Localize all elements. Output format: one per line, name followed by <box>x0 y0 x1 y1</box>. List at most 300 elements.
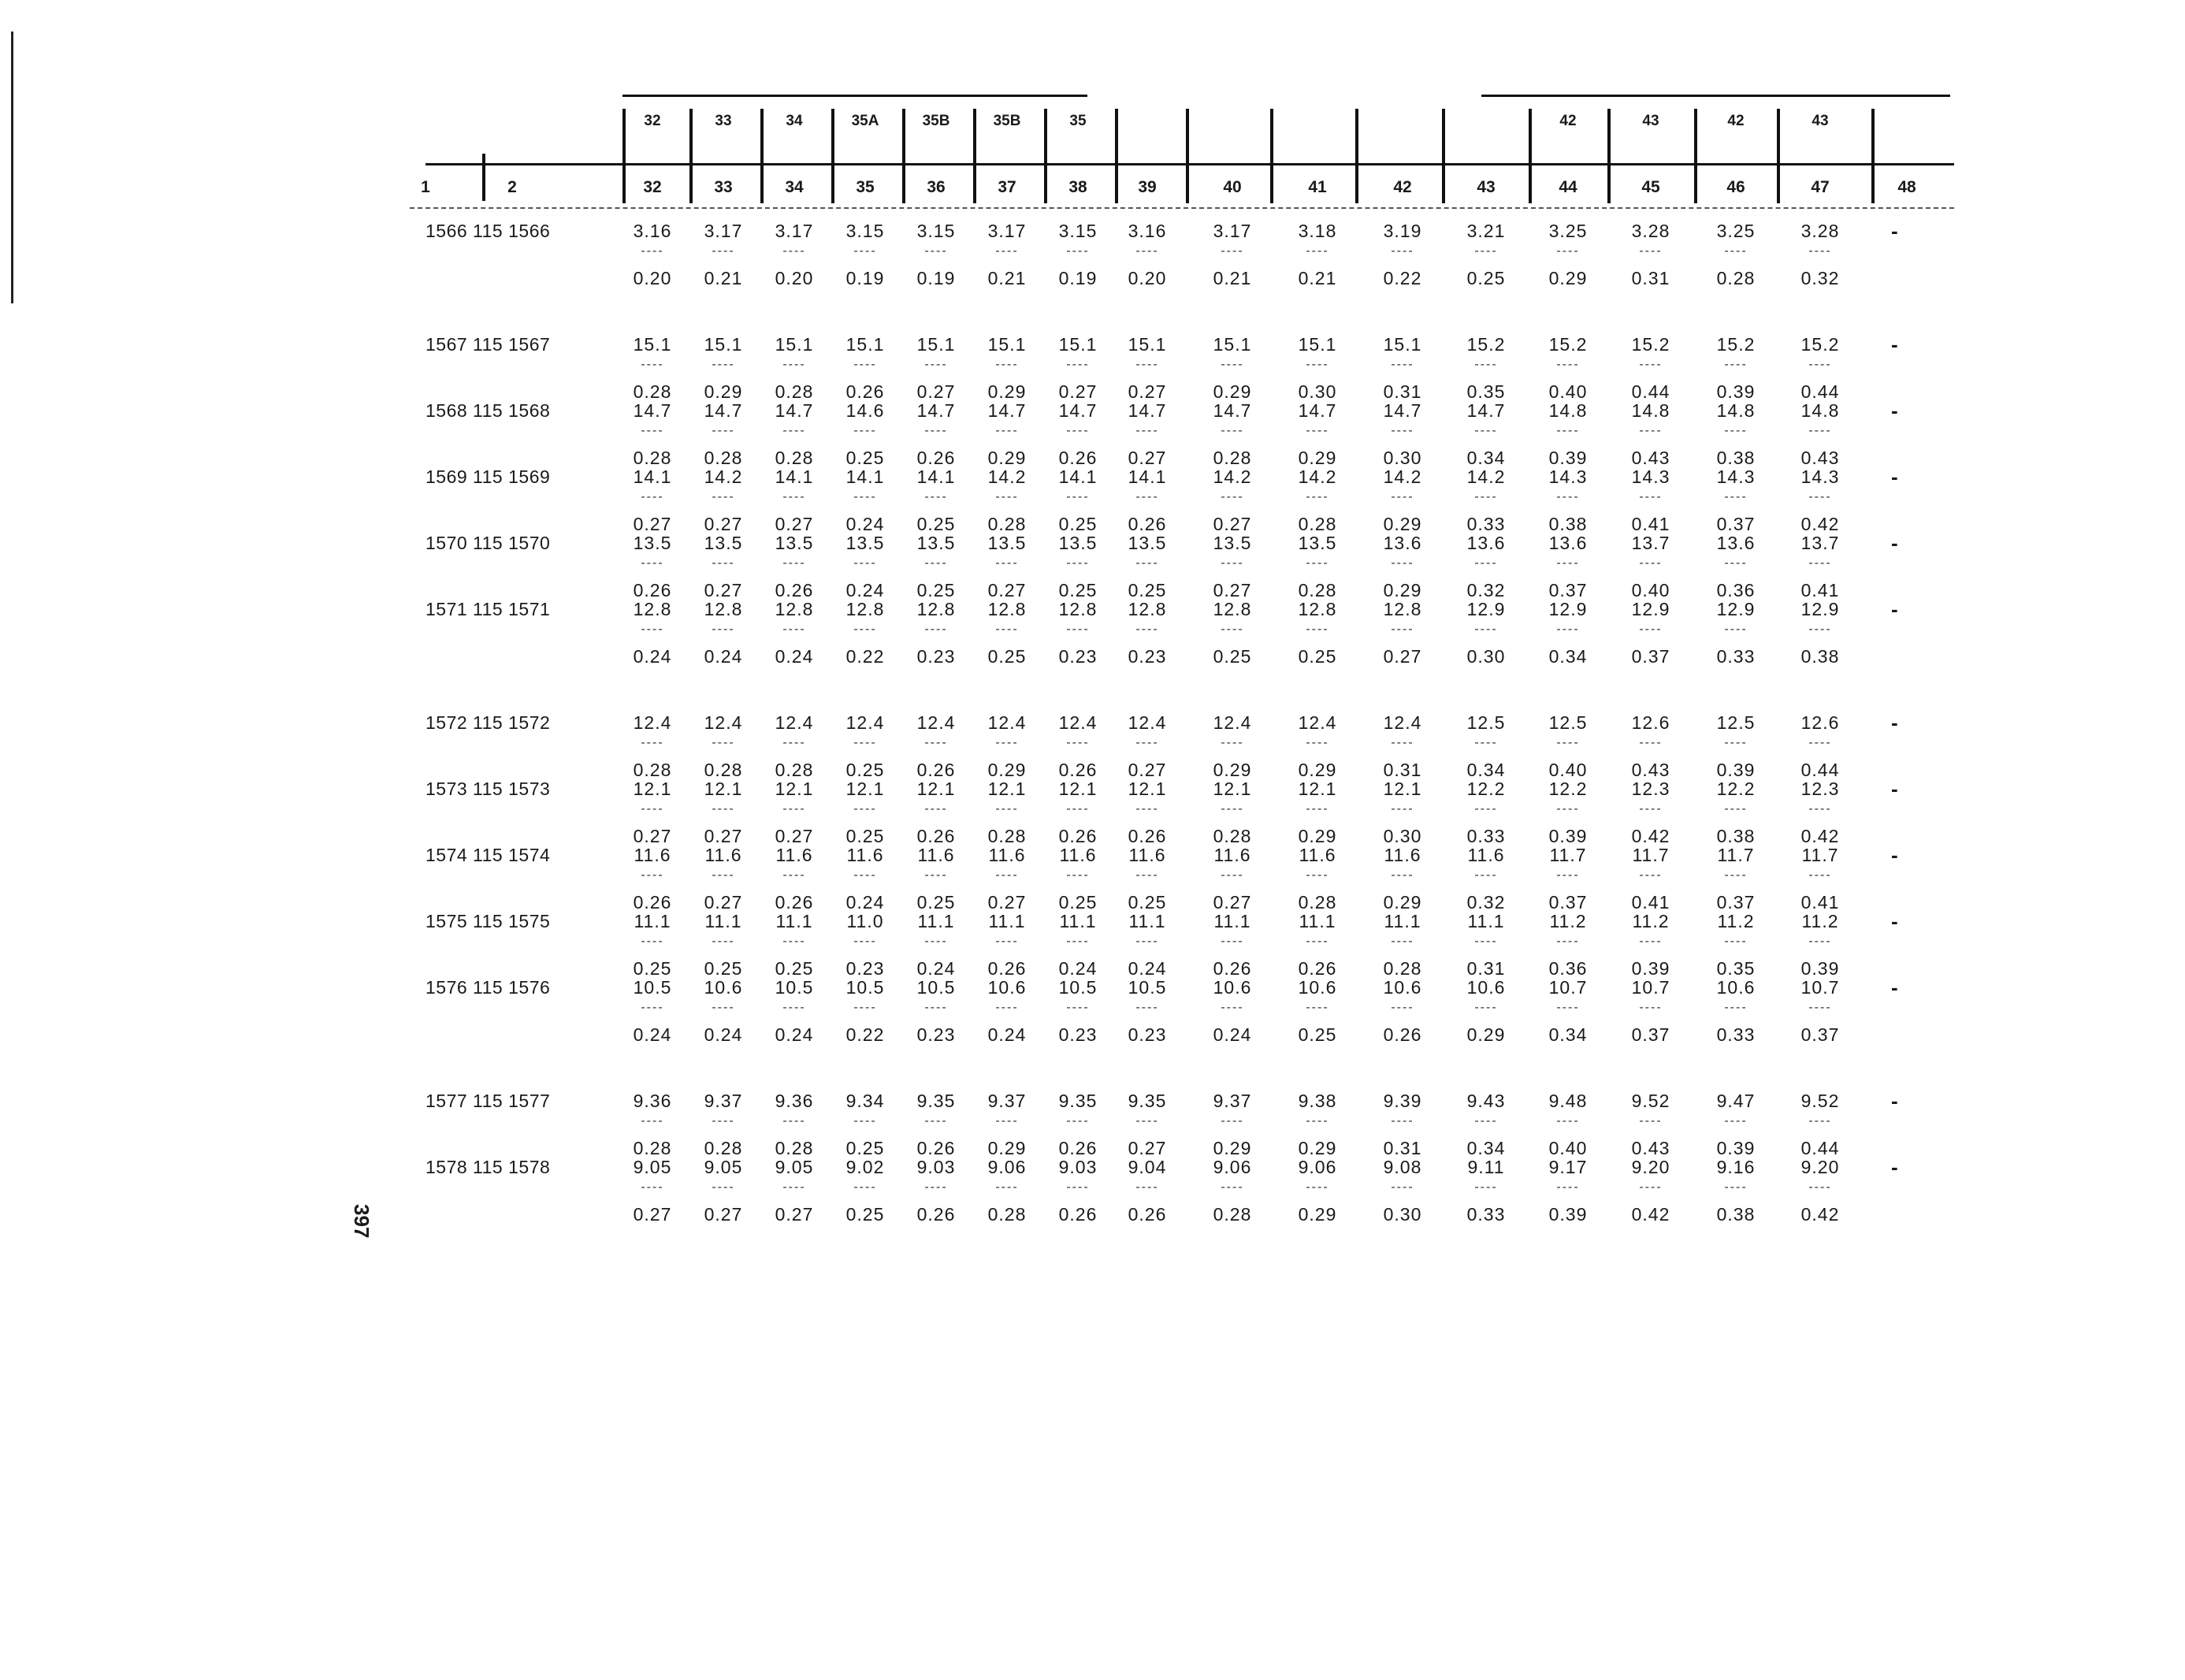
header-divider <box>1115 109 1118 203</box>
cell-error: 0.36 <box>1716 580 1756 600</box>
cell-value: 12.1 <box>775 779 814 799</box>
cell-value: 14.7 <box>916 400 956 421</box>
cell-error: 0.22 <box>1383 268 1422 288</box>
cell-rule: ---- <box>1724 424 1748 437</box>
cell-value: 12.9 <box>1631 599 1670 619</box>
cell-rule: ---- <box>1639 935 1663 948</box>
cell-rule: ---- <box>995 556 1019 570</box>
cell-rule: ---- <box>924 1180 948 1194</box>
cell-error: 0.42 <box>1631 1204 1670 1225</box>
cell-error: 0.24 <box>1058 958 1098 979</box>
column-48-mark: - <box>1891 1089 1898 1113</box>
cell-rule: ---- <box>1808 1180 1832 1194</box>
cell-rule: ---- <box>1135 556 1159 570</box>
cell-error: 0.28 <box>1716 268 1756 288</box>
cell-rule: ---- <box>1306 623 1329 636</box>
cell-error: 0.23 <box>916 1024 956 1045</box>
cell-rule: ---- <box>1221 1001 1244 1014</box>
cell-rule: ---- <box>1639 556 1663 570</box>
cell-value: 15.1 <box>987 334 1027 355</box>
column-number: 41 <box>1308 178 1327 196</box>
cell-rule: ---- <box>924 935 948 948</box>
cell-rule: ---- <box>1724 1114 1748 1128</box>
row-label: 1569 115 1569 <box>425 466 551 487</box>
cell-rule: ---- <box>1135 1180 1159 1194</box>
cell-error: 0.26 <box>1213 958 1252 979</box>
column-number: 35 <box>856 178 875 196</box>
cell-error: 0.28 <box>1213 1204 1252 1225</box>
cell-value: 12.8 <box>1058 599 1098 619</box>
cell-error: 0.24 <box>633 646 672 667</box>
cell-value: 10.6 <box>1716 977 1756 998</box>
cell-rule: ---- <box>853 935 877 948</box>
cell-rule: ---- <box>1306 490 1329 504</box>
cell-value: 14.7 <box>987 400 1027 421</box>
cell-rule: ---- <box>1135 623 1159 636</box>
cell-rule: ---- <box>1066 935 1090 948</box>
cell-error: 0.31 <box>1631 268 1670 288</box>
column-code: 42 <box>1727 113 1745 129</box>
cell-value: 12.8 <box>916 599 956 619</box>
header-bottom-rule <box>410 207 1954 209</box>
cell-value: 12.1 <box>987 779 1027 799</box>
cell-value: 9.36 <box>633 1091 672 1111</box>
cell-rule: ---- <box>995 736 1019 749</box>
cell-value: 10.6 <box>987 977 1027 998</box>
cell-value: 14.7 <box>1213 400 1252 421</box>
cell-error: 0.27 <box>633 826 672 846</box>
cell-rule: ---- <box>924 556 948 570</box>
cell-rule: ---- <box>1808 358 1832 371</box>
cell-error: 0.25 <box>916 580 956 600</box>
cell-error: 0.28 <box>1383 958 1422 979</box>
cell-value: 11.1 <box>704 911 742 931</box>
cell-value: 13.5 <box>916 533 956 553</box>
cell-rule: ---- <box>1724 490 1748 504</box>
cell-rule: ---- <box>1221 802 1244 816</box>
cell-value: 11.1 <box>1213 911 1251 931</box>
cell-error: 0.31 <box>1383 1138 1422 1158</box>
cell-value: 15.1 <box>1128 334 1167 355</box>
cell-value: 9.04 <box>1128 1157 1167 1177</box>
header-divider <box>1607 109 1611 203</box>
cell-value: 11.1 <box>1384 911 1421 931</box>
cell-value: 3.17 <box>775 221 814 241</box>
cell-error: 0.29 <box>1298 760 1337 780</box>
cell-value: 14.7 <box>1466 400 1506 421</box>
cell-rule: ---- <box>924 623 948 636</box>
cell-value: 11.2 <box>1801 911 1839 931</box>
cell-error: 0.28 <box>775 448 814 468</box>
cell-error: 0.26 <box>633 580 672 600</box>
cell-error: 0.28 <box>775 381 814 402</box>
cell-error: 0.27 <box>704 580 743 600</box>
column-48-mark: - <box>1891 465 1898 489</box>
cell-value: 11.6 <box>988 845 1026 865</box>
cell-rule: ---- <box>1066 623 1090 636</box>
cell-error: 0.29 <box>1298 448 1337 468</box>
cell-error: 0.24 <box>1128 958 1167 979</box>
cell-rule: ---- <box>1724 244 1748 258</box>
cell-rule: ---- <box>1221 1114 1244 1128</box>
cell-value: 11.1 <box>775 911 813 931</box>
cell-rule: ---- <box>782 623 806 636</box>
cell-value: 11.1 <box>1059 911 1097 931</box>
cell-rule: ---- <box>1306 1180 1329 1194</box>
cell-rule: ---- <box>1306 802 1329 816</box>
cell-error: 0.29 <box>1383 580 1422 600</box>
cell-error: 0.38 <box>1716 448 1756 468</box>
cell-rule: ---- <box>1066 490 1090 504</box>
cell-value: 11.7 <box>1801 845 1839 865</box>
cell-value: 15.1 <box>845 334 885 355</box>
cell-value: 14.1 <box>845 466 885 487</box>
column-code: 33 <box>715 113 732 129</box>
cell-rule: ---- <box>641 556 664 570</box>
header-divider <box>831 109 834 203</box>
cell-error: 0.27 <box>1128 760 1167 780</box>
cell-rule: ---- <box>641 424 664 437</box>
cell-error: 0.26 <box>1298 958 1337 979</box>
column-48-mark: - <box>1891 1155 1898 1179</box>
cell-value: 12.8 <box>775 599 814 619</box>
cell-error: 0.27 <box>704 826 743 846</box>
cell-error: 0.23 <box>845 958 885 979</box>
cell-value: 13.5 <box>775 533 814 553</box>
cell-value: 9.37 <box>1213 1091 1252 1111</box>
cell-value: 11.1 <box>1467 911 1505 931</box>
cell-rule: ---- <box>1808 1114 1832 1128</box>
cell-error: 0.23 <box>1128 1024 1167 1045</box>
cell-error: 0.40 <box>1548 1138 1588 1158</box>
cell-rule: ---- <box>1808 736 1832 749</box>
cell-error: 0.24 <box>845 580 885 600</box>
cell-value: 11.7 <box>1549 845 1587 865</box>
cell-value: 14.7 <box>1128 400 1167 421</box>
header-mid-rule <box>425 163 1954 165</box>
column-number: 39 <box>1138 178 1157 196</box>
cell-error: 0.28 <box>633 448 672 468</box>
cell-error: 0.29 <box>1298 1204 1337 1225</box>
cell-value: 15.1 <box>1213 334 1252 355</box>
cell-rule: ---- <box>1808 623 1832 636</box>
cell-error: 0.27 <box>1128 1138 1167 1158</box>
cell-value: 14.1 <box>1058 466 1098 487</box>
cell-value: 11.6 <box>1299 845 1336 865</box>
cell-rule: ---- <box>641 736 664 749</box>
cell-rule: ---- <box>924 868 948 882</box>
cell-value: 14.8 <box>1548 400 1588 421</box>
cell-error: 0.39 <box>1548 448 1588 468</box>
cell-error: 0.26 <box>1383 1024 1422 1045</box>
cell-error: 0.38 <box>1716 826 1756 846</box>
cell-rule: ---- <box>782 1114 806 1128</box>
cell-rule: ---- <box>1724 1001 1748 1014</box>
cell-value: 10.6 <box>704 977 743 998</box>
page-number: 397 <box>350 1204 373 1239</box>
cell-error: 0.24 <box>845 892 885 912</box>
cell-rule: ---- <box>1391 868 1414 882</box>
cell-value: 12.1 <box>1128 779 1167 799</box>
cell-value: 3.17 <box>987 221 1027 241</box>
cell-rule: ---- <box>1556 736 1580 749</box>
cell-value: 14.7 <box>1383 400 1422 421</box>
cell-rule: ---- <box>782 736 806 749</box>
cell-value: 11.6 <box>775 845 813 865</box>
cell-value: 14.3 <box>1800 466 1840 487</box>
column-48-mark: - <box>1891 399 1898 422</box>
cell-value: 10.5 <box>775 977 814 998</box>
row-label: 1571 115 1571 <box>425 599 551 619</box>
cell-value: 11.6 <box>1467 845 1505 865</box>
cell-error: 0.33 <box>1466 514 1506 534</box>
cell-value: 15.2 <box>1716 334 1756 355</box>
cell-value: 13.6 <box>1466 533 1506 553</box>
cell-rule: ---- <box>853 424 877 437</box>
cell-rule: ---- <box>1556 244 1580 258</box>
cell-error: 0.25 <box>916 514 956 534</box>
cell-value: 9.52 <box>1800 1091 1840 1111</box>
cell-error: 0.41 <box>1631 892 1670 912</box>
cell-rule: ---- <box>1391 358 1414 371</box>
cell-value: 12.4 <box>775 712 814 733</box>
cell-value: 9.43 <box>1466 1091 1506 1111</box>
cell-value: 14.3 <box>1548 466 1588 487</box>
cell-rule: ---- <box>1066 802 1090 816</box>
cell-value: 10.7 <box>1548 977 1588 998</box>
cell-value: 3.18 <box>1298 221 1337 241</box>
cell-error: 0.27 <box>987 892 1027 912</box>
cell-value: 9.37 <box>987 1091 1027 1111</box>
cell-rule: ---- <box>782 490 806 504</box>
cell-rule: ---- <box>1724 868 1748 882</box>
cell-rule: ---- <box>1808 556 1832 570</box>
cell-error: 0.39 <box>1716 381 1756 402</box>
cell-error: 0.35 <box>1466 381 1506 402</box>
column-code: 35B <box>993 113 1021 129</box>
cell-value: 12.8 <box>1383 599 1422 619</box>
cell-value: 14.7 <box>1058 400 1098 421</box>
cell-rule: ---- <box>1306 1001 1329 1014</box>
cell-value: 12.5 <box>1716 712 1756 733</box>
cell-value: 12.4 <box>1058 712 1098 733</box>
cell-rule: ---- <box>1221 358 1244 371</box>
cell-error: 0.27 <box>775 514 814 534</box>
cell-error: 0.30 <box>1298 381 1337 402</box>
cell-rule: ---- <box>641 358 664 371</box>
cell-error: 0.28 <box>704 448 743 468</box>
cell-value: 11.7 <box>1717 845 1755 865</box>
cell-rule: ---- <box>1556 623 1580 636</box>
cell-error: 0.34 <box>1548 646 1588 667</box>
row-label: 1570 115 1570 <box>425 533 551 553</box>
cell-value: 9.35 <box>916 1091 956 1111</box>
cell-value: 9.16 <box>1716 1157 1756 1177</box>
cell-value: 12.4 <box>1383 712 1422 733</box>
cell-rule: ---- <box>1135 1001 1159 1014</box>
cell-rule: ---- <box>995 802 1019 816</box>
cell-error: 0.30 <box>1383 1204 1422 1225</box>
cell-error: 0.21 <box>1213 268 1252 288</box>
cell-value: 15.2 <box>1800 334 1840 355</box>
cell-rule: ---- <box>1808 935 1832 948</box>
cell-value: 11.1 <box>917 911 955 931</box>
cell-error: 0.30 <box>1466 646 1506 667</box>
cell-error: 0.25 <box>845 1204 885 1225</box>
cell-rule: ---- <box>1556 868 1580 882</box>
cell-value: 3.15 <box>916 221 956 241</box>
cell-rule: ---- <box>641 1114 664 1128</box>
cell-error: 0.24 <box>704 1024 743 1045</box>
column-code: 42 <box>1559 113 1577 129</box>
cell-value: 10.5 <box>1058 977 1098 998</box>
cell-rule: ---- <box>1474 736 1498 749</box>
cell-rule: ---- <box>924 490 948 504</box>
cell-value: 9.06 <box>1298 1157 1337 1177</box>
cell-rule: ---- <box>1474 556 1498 570</box>
cell-rule: ---- <box>853 244 877 258</box>
cell-value: 10.7 <box>1800 977 1840 998</box>
cell-rule: ---- <box>712 556 735 570</box>
cell-rule: ---- <box>853 736 877 749</box>
cell-value: 14.6 <box>845 400 885 421</box>
cell-value: 3.16 <box>1128 221 1167 241</box>
cell-error: 0.39 <box>1548 826 1588 846</box>
cell-value: 9.03 <box>1058 1157 1098 1177</box>
cell-value: 11.6 <box>1384 845 1421 865</box>
cell-error: 0.33 <box>1716 1024 1756 1045</box>
cell-error: 0.27 <box>704 1204 743 1225</box>
cell-rule: ---- <box>1724 802 1748 816</box>
cell-value: 15.2 <box>1631 334 1670 355</box>
cell-error: 0.27 <box>1213 514 1252 534</box>
column-number: 46 <box>1726 178 1745 196</box>
cell-rule: ---- <box>1724 358 1748 371</box>
cell-error: 0.29 <box>1213 1138 1252 1158</box>
column-number: 42 <box>1393 178 1412 196</box>
cell-error: 0.33 <box>1466 1204 1506 1225</box>
cell-error: 0.23 <box>1058 1024 1098 1045</box>
cell-rule: ---- <box>853 623 877 636</box>
cell-rule: ---- <box>1639 868 1663 882</box>
cell-rule: ---- <box>712 490 735 504</box>
cell-rule: ---- <box>1639 244 1663 258</box>
cell-rule: ---- <box>782 358 806 371</box>
cell-error: 0.26 <box>1058 760 1098 780</box>
cell-error: 0.27 <box>987 580 1027 600</box>
cell-value: 9.36 <box>775 1091 814 1111</box>
cell-value: 14.2 <box>1298 466 1337 487</box>
cell-rule: ---- <box>995 935 1019 948</box>
cell-rule: ---- <box>1639 1180 1663 1194</box>
cell-value: 9.48 <box>1548 1091 1588 1111</box>
cell-rule: ---- <box>1306 868 1329 882</box>
cell-rule: ---- <box>1135 424 1159 437</box>
cell-error: 0.29 <box>1298 1138 1337 1158</box>
cell-error: 0.25 <box>1128 892 1167 912</box>
cell-error: 0.28 <box>704 760 743 780</box>
cell-rule: ---- <box>1306 556 1329 570</box>
cell-error: 0.25 <box>633 958 672 979</box>
cell-value: 9.39 <box>1383 1091 1422 1111</box>
cell-error: 0.28 <box>1298 892 1337 912</box>
cell-error: 0.31 <box>1466 958 1506 979</box>
cell-error: 0.26 <box>916 448 956 468</box>
header-divider <box>1270 109 1273 203</box>
cell-error: 0.29 <box>1548 268 1588 288</box>
column-number: 1 <box>421 178 430 196</box>
header-divider <box>1871 109 1875 203</box>
cell-rule: ---- <box>1391 556 1414 570</box>
cell-rule: ---- <box>1639 736 1663 749</box>
cell-value: 9.47 <box>1716 1091 1756 1111</box>
cell-value: 9.34 <box>845 1091 885 1111</box>
cell-rule: ---- <box>1639 358 1663 371</box>
cell-value: 10.6 <box>1298 977 1337 998</box>
cell-value: 13.5 <box>1213 533 1252 553</box>
cell-error: 0.44 <box>1800 760 1840 780</box>
cell-error: 0.23 <box>916 646 956 667</box>
cell-rule: ---- <box>995 244 1019 258</box>
cell-error: 0.44 <box>1631 381 1670 402</box>
cell-error: 0.25 <box>775 958 814 979</box>
cell-error: 0.29 <box>1383 892 1422 912</box>
cell-rule: ---- <box>641 1180 664 1194</box>
cell-rule: ---- <box>1724 736 1748 749</box>
cell-error: 0.38 <box>1548 514 1588 534</box>
column-number: 33 <box>714 178 733 196</box>
cell-error: 0.26 <box>1128 1204 1167 1225</box>
cell-error: 0.32 <box>1466 892 1506 912</box>
cell-value: 15.2 <box>1466 334 1506 355</box>
cell-error: 0.21 <box>704 268 743 288</box>
cell-value: 9.06 <box>987 1157 1027 1177</box>
cell-value: 11.2 <box>1549 911 1587 931</box>
column-code: 43 <box>1642 113 1659 129</box>
cell-value: 12.4 <box>704 712 743 733</box>
cell-error: 0.23 <box>1058 646 1098 667</box>
cell-error: 0.19 <box>1058 268 1098 288</box>
cell-error: 0.26 <box>1058 1138 1098 1158</box>
cell-value: 12.5 <box>1466 712 1506 733</box>
header-divider <box>482 154 485 201</box>
cell-value: 12.6 <box>1800 712 1840 733</box>
cell-error: 0.33 <box>1716 646 1756 667</box>
cell-rule: ---- <box>1221 1180 1244 1194</box>
cell-error: 0.24 <box>916 958 956 979</box>
cell-rule: ---- <box>1556 802 1580 816</box>
cell-value: 13.5 <box>1058 533 1098 553</box>
header-divider <box>1777 109 1780 203</box>
cell-rule: ---- <box>924 424 948 437</box>
cell-value: 13.5 <box>987 533 1027 553</box>
cell-error: 0.21 <box>1298 268 1337 288</box>
cell-rule: ---- <box>1474 1114 1498 1128</box>
cell-error: 0.36 <box>1548 958 1588 979</box>
cell-value: 12.9 <box>1716 599 1756 619</box>
cell-error: 0.28 <box>1213 826 1252 846</box>
cell-rule: ---- <box>1639 1001 1663 1014</box>
cell-error: 0.28 <box>1298 514 1337 534</box>
cell-value: 12.4 <box>916 712 956 733</box>
cell-rule: ---- <box>1391 623 1414 636</box>
cell-rule: ---- <box>1724 556 1748 570</box>
cell-rule: ---- <box>853 1001 877 1014</box>
cell-value: 14.2 <box>704 466 743 487</box>
cell-rule: ---- <box>1724 1180 1748 1194</box>
cell-rule: ---- <box>1066 736 1090 749</box>
cell-value: 12.8 <box>1213 599 1252 619</box>
